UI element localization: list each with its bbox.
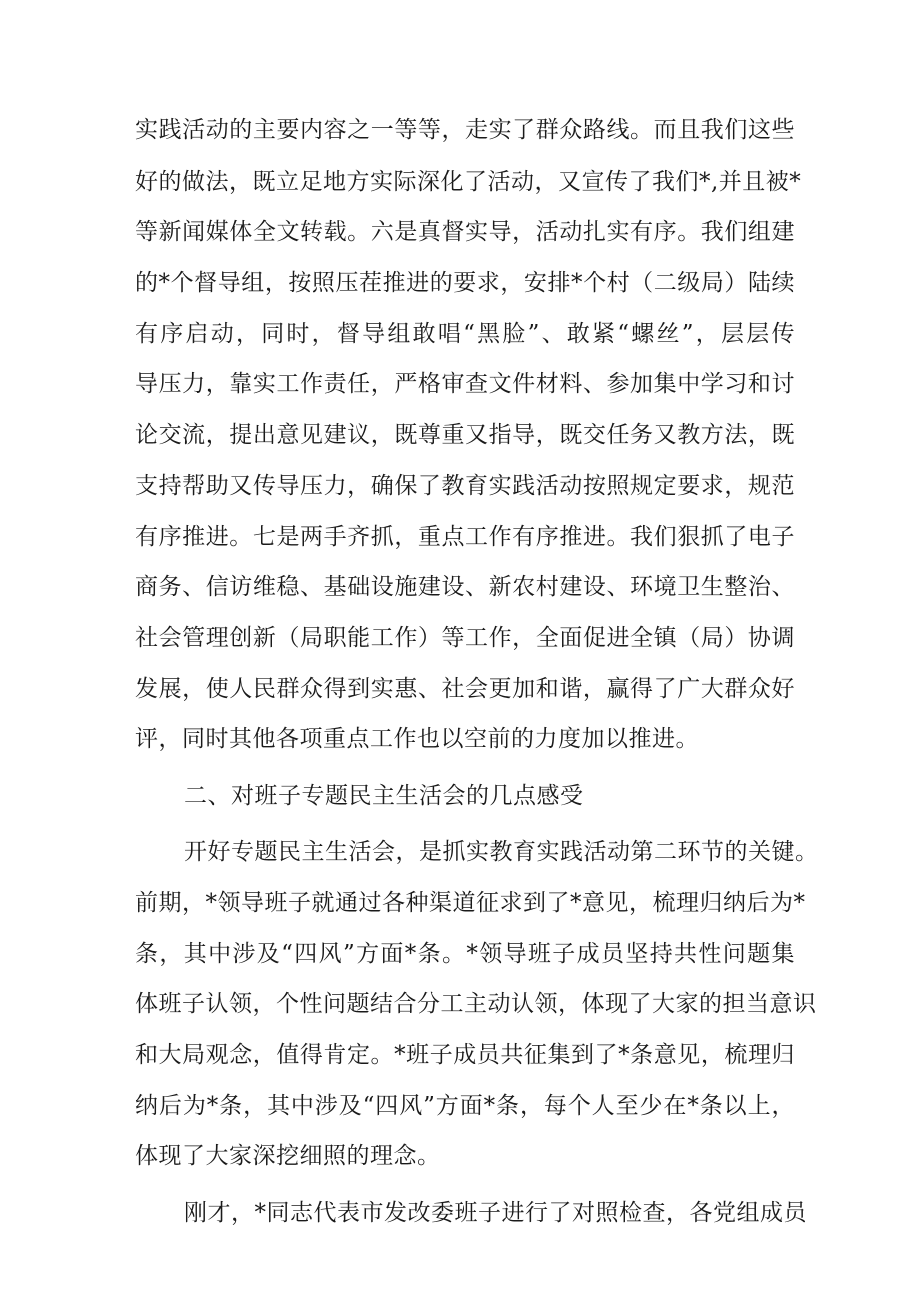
paragraph-line: 社会管理创新（局职能工作）等工作，全面促进全镇（局）协调 xyxy=(135,625,795,651)
section-heading: 二、对班子专题民主生活会的几点感受 xyxy=(184,783,584,809)
paragraph-line: 纳后为*条，其中涉及“四风”方面*条，每个人至少在*条以上， xyxy=(135,1093,795,1119)
paragraph-line: 好的做法，既立足地方实际深化了活动，又宣传了我们*,并且被* xyxy=(135,169,802,195)
paragraph-line: 等新闻媒体全文转载。六是真督实导，活动扎实有序。我们组建 xyxy=(135,219,795,245)
paragraph-line: 支持帮助又传导压力，确保了教育实践活动按照规定要求，规范 xyxy=(135,473,795,499)
paragraph-line: 论交流，提出意见建议，既尊重又指导，既交任务又教方法，既 xyxy=(135,422,795,448)
paragraph-line: 商务、信访维稳、基础设施建设、新农村建设、环境卫生整治、 xyxy=(135,574,795,600)
paragraph-line: 导压力，靠实工作责任，严格审查文件材料、参加集中学习和讨 xyxy=(135,371,795,397)
paragraph-line: 体现了大家深挖细照的理念。 xyxy=(135,1143,441,1169)
paragraph-line: 前期，*领导班子就通过各种渠道征求到了*意见，梳理归纳后为* xyxy=(135,890,806,916)
paragraph-line: 体班子认领，个性问题结合分工主动认领，体现了大家的担当意识 xyxy=(135,991,817,1017)
paragraph-line: 评，同时其他各项重点工作也以空前的力度加以推进。 xyxy=(135,726,699,752)
paragraph-line: 开好专题民主生活会，是抓实教育实践活动第二环节的关键。 xyxy=(184,839,819,865)
paragraph-line: 刚才，*同志代表市发改委班子进行了对照检查，各党组成员 xyxy=(184,1200,807,1226)
paragraph-line: 有序启动，同时，督导组敢唱“黑脸”、敢紧“螺丝”，层层传 xyxy=(135,321,795,347)
paragraph-line: 发展，使人民群众得到实惠、社会更加和谐，赢得了广大群众好 xyxy=(135,676,795,702)
paragraph-line: 实践活动的主要内容之一等等，走实了群众路线。而且我们这些 xyxy=(135,117,795,143)
paragraph-line: 条，其中涉及“四风”方面*条。*领导班子成员坚持共性问题集 xyxy=(135,941,795,967)
paragraph-line: 的*个督导组，按照压茬推进的要求，安排*个村（二级局）陆续 xyxy=(135,270,795,296)
paragraph-line: 和大局观念，值得肯定。*班子成员共征集到了*条意见，梳理归 xyxy=(135,1042,795,1068)
paragraph-line: 有序推进。七是两手齐抓，重点工作有序推进。我们狠抓了电子 xyxy=(135,524,795,550)
